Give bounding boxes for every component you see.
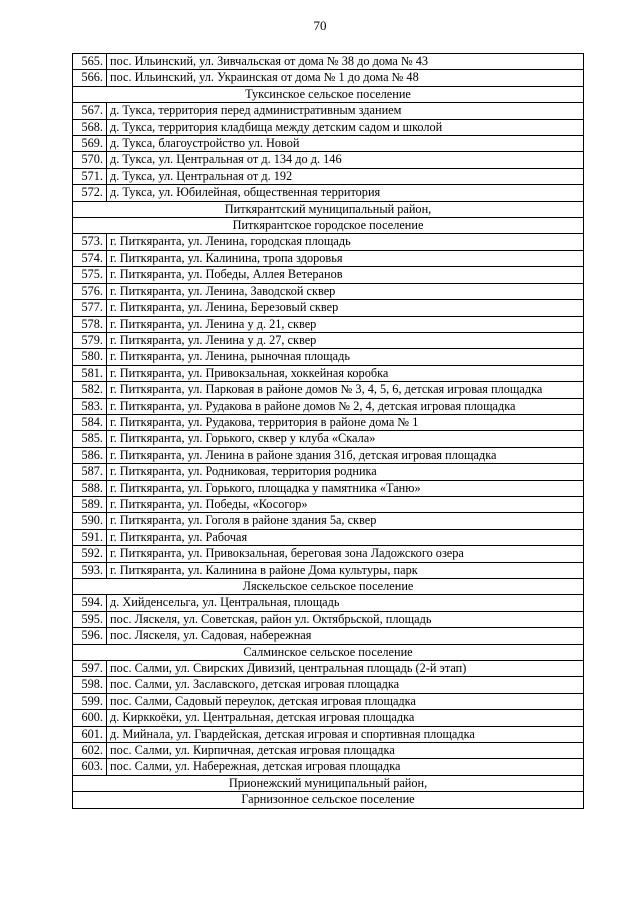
row-number: 586. [73, 447, 107, 463]
table-row [73, 152, 584, 168]
section-header-row [73, 218, 584, 234]
row-location: г. Питкяранта, ул. Родниковая, территория родника [107, 464, 584, 480]
row-number: 574. [73, 250, 107, 266]
row-number: 593. [73, 562, 107, 578]
table-row [73, 168, 584, 184]
row-location: г. Питкяранта, ул. Ленина у д. 21, сквер [107, 316, 584, 332]
table-row [73, 119, 584, 135]
row-location: г. Питкяранта, ул. Привокзальная, береговая зона Ладожского озера [107, 546, 584, 562]
row-number: 572. [73, 185, 107, 201]
row-number: 580. [73, 349, 107, 365]
section-title: Ляскельское сельское поселение [73, 579, 584, 595]
table-row [73, 70, 584, 86]
table-row [73, 349, 584, 365]
row-number: 571. [73, 168, 107, 184]
row-number: 587. [73, 464, 107, 480]
row-location: г. Питкяранта, ул. Победы, Аллея Ветеранов [107, 267, 584, 283]
section-title: Салминское сельское поселение [73, 644, 584, 660]
row-number: 566. [73, 70, 107, 86]
table-row [73, 595, 584, 611]
row-number: 568. [73, 119, 107, 135]
table-row [73, 283, 584, 299]
table-row [73, 513, 584, 529]
row-number: 565. [73, 54, 107, 70]
row-number: 575. [73, 267, 107, 283]
row-location: пос. Салми, ул. Свирских Дивизий, центральная площадь (2-й этап) [107, 661, 584, 677]
table-row [73, 447, 584, 463]
table-row [73, 546, 584, 562]
row-location: г. Питкяранта, ул. Гоголя в районе здания 5а, сквер [107, 513, 584, 529]
row-location: г. Питкяранта, ул. Парковая в районе домов № 3, 4, 5, 6, детская игровая площадка [107, 382, 584, 398]
row-number: 603. [73, 759, 107, 775]
row-location: г. Питкяранта, ул. Ленина, городская площадь [107, 234, 584, 250]
section-header-row [73, 775, 584, 791]
table-row [73, 267, 584, 283]
table-row [73, 103, 584, 119]
locations-table [72, 53, 584, 809]
row-location: г. Питкяранта, ул. Рудакова в районе домов № 2, 4, детская игровая площадка [107, 398, 584, 414]
table-row [73, 677, 584, 693]
section-header-row [73, 201, 584, 217]
row-location: г. Питкяранта, ул. Победы, «Косогор» [107, 496, 584, 512]
table-row [73, 332, 584, 348]
table-row [73, 529, 584, 545]
row-number: 591. [73, 529, 107, 545]
section-title: Туксинское сельское поселение [73, 86, 584, 102]
row-location: г. Питкяранта, ул. Рудакова, территория в районе дома № 1 [107, 414, 584, 430]
table-row [73, 185, 584, 201]
row-number: 581. [73, 365, 107, 381]
row-number: 601. [73, 726, 107, 742]
row-number: 577. [73, 300, 107, 316]
row-location: г. Питкяранта, ул. Горького, сквер у клуба «Скала» [107, 431, 584, 447]
section-title: Питкярантский муниципальный район, [73, 201, 584, 217]
row-number: 578. [73, 316, 107, 332]
row-number: 570. [73, 152, 107, 168]
table-row [73, 431, 584, 447]
section-title: Питкярантское городское поселение [73, 218, 584, 234]
row-location: д. Кирккоёки, ул. Центральная, детская игровая площадка [107, 710, 584, 726]
row-location: пос. Ляскеля, ул. Советская, район ул. Октябрьской, площадь [107, 611, 584, 627]
row-location: д. Хийденсельга, ул. Центральная, площадь [107, 595, 584, 611]
row-number: 579. [73, 332, 107, 348]
table-row [73, 250, 584, 266]
row-location: пос. Ильинский, ул. Зивчальская от дома № 38 до дома № 43 [107, 54, 584, 70]
row-number: 582. [73, 382, 107, 398]
row-location: г. Питкяранта, ул. Ленина, Заводской сквер [107, 283, 584, 299]
table-row [73, 661, 584, 677]
row-location: д. Мийнала, ул. Гвардейская, детская игровая и спортивная площадка [107, 726, 584, 742]
row-location: пос. Ляскеля, ул. Садовая, набережная [107, 628, 584, 644]
row-location: г. Питкяранта, ул. Ленина, рыночная площадь [107, 349, 584, 365]
table-row [73, 710, 584, 726]
table-row [73, 464, 584, 480]
table-row [73, 414, 584, 430]
row-location: г. Питкяранта, ул. Калинина, тропа здоровья [107, 250, 584, 266]
row-number: 588. [73, 480, 107, 496]
row-location: пос. Салми, ул. Набережная, детская игровая площадка [107, 759, 584, 775]
row-number: 585. [73, 431, 107, 447]
row-location: д. Тукса, ул. Центральная от д. 192 [107, 168, 584, 184]
row-number: 583. [73, 398, 107, 414]
row-number: 597. [73, 661, 107, 677]
row-location: г. Питкяранта, ул. Рабочая [107, 529, 584, 545]
section-title: Прионежский муниципальный район, [73, 775, 584, 791]
row-location: д. Тукса, благоустройство ул. Новой [107, 136, 584, 152]
table-row [73, 365, 584, 381]
row-number: 592. [73, 546, 107, 562]
table-row [73, 628, 584, 644]
table-row [73, 759, 584, 775]
table-row [73, 234, 584, 250]
row-location: пос. Ильинский, ул. Украинская от дома № 1 до дома № 48 [107, 70, 584, 86]
row-location: д. Тукса, ул. Центральная от д. 134 до д. 146 [107, 152, 584, 168]
section-header-row [73, 86, 584, 102]
row-location: пос. Салми, ул. Заславского, детская игровая площадка [107, 677, 584, 693]
row-number: 590. [73, 513, 107, 529]
row-location: д. Тукса, территория кладбища между детским садом и школой [107, 119, 584, 135]
row-number: 600. [73, 710, 107, 726]
section-title: Гарнизонное сельское поселение [73, 792, 584, 808]
row-number: 584. [73, 414, 107, 430]
row-number: 595. [73, 611, 107, 627]
row-location: д. Тукса, ул. Юбилейная, общественная территория [107, 185, 584, 201]
table-row [73, 398, 584, 414]
row-location: г. Питкяранта, ул. Ленина у д. 27, сквер [107, 332, 584, 348]
row-number: 602. [73, 743, 107, 759]
table-body [73, 54, 584, 809]
page-number: 70 [313, 18, 327, 33]
row-number: 596. [73, 628, 107, 644]
table-row [73, 136, 584, 152]
section-header-row [73, 644, 584, 660]
row-location: д. Тукса, территория перед административным зданием [107, 103, 584, 119]
table-row [73, 54, 584, 70]
row-number: 599. [73, 693, 107, 709]
table-row [73, 300, 584, 316]
table-row [73, 480, 584, 496]
table-row [73, 611, 584, 627]
row-number: 589. [73, 496, 107, 512]
table-row [73, 316, 584, 332]
row-location: пос. Салми, ул. Кирпичная, детская игровая площадка [107, 743, 584, 759]
row-location: г. Питкяранта, ул. Калинина в районе Дома культуры, парк [107, 562, 584, 578]
row-location: г. Питкяранта, ул. Привокзальная, хоккейная коробка [107, 365, 584, 381]
row-number: 569. [73, 136, 107, 152]
row-location: г. Питкяранта, ул. Ленина, Березовый сквер [107, 300, 584, 316]
section-header-row [73, 579, 584, 595]
row-location: г. Питкяранта, ул. Горького, площадка у памятника «Таню» [107, 480, 584, 496]
row-location: пос. Салми, Садовый переулок, детская игровая площадка [107, 693, 584, 709]
row-location: г. Питкяранта, ул. Ленина в районе здания 31б, детская игровая площадка [107, 447, 584, 463]
table-row [73, 743, 584, 759]
row-number: 598. [73, 677, 107, 693]
table-row [73, 693, 584, 709]
row-number: 594. [73, 595, 107, 611]
row-number: 573. [73, 234, 107, 250]
table-row [73, 382, 584, 398]
row-number: 576. [73, 283, 107, 299]
table-row [73, 496, 584, 512]
table-row [73, 726, 584, 742]
row-number: 567. [73, 103, 107, 119]
section-header-row [73, 792, 584, 808]
table-row [73, 562, 584, 578]
